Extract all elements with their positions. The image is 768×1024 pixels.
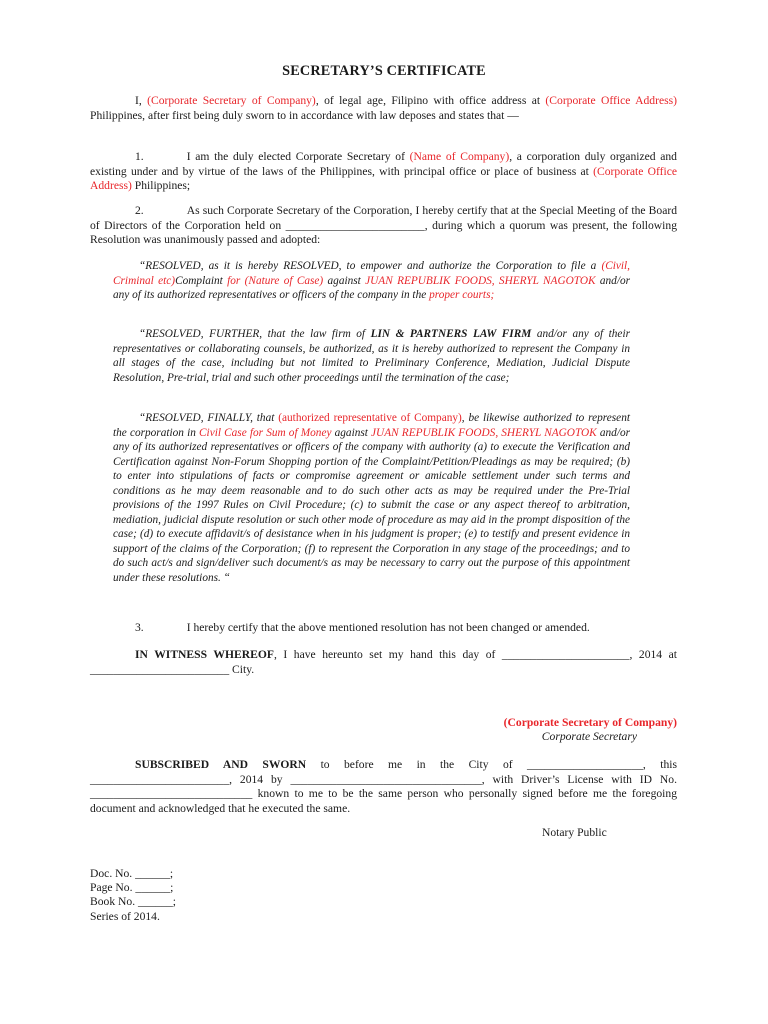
resolution-1-text-2: Complaint	[175, 274, 228, 287]
corporate-secretary-placeholder: (Corporate Secretary of Company)	[147, 94, 316, 107]
intro-text-1: I,	[135, 94, 148, 107]
signatory-name-placeholder: (Corporate Secretary of Company)	[503, 716, 677, 729]
item-3-number: 3.	[135, 621, 144, 634]
series-line: Series of 2014.	[90, 909, 160, 923]
witness-lead: IN WITNESS WHEREOF	[135, 648, 274, 661]
item-3-text: I hereby certify that the above mentioned resolution has not been changed or amended.	[186, 621, 590, 634]
item-1-number: 1.	[135, 150, 144, 163]
resolution-1-text-3: against	[323, 274, 366, 287]
courts-placeholder: proper courts;	[429, 289, 495, 301]
defendants-placeholder: JUAN REPUBLIK FOODS, SHERYL NAGOTOK	[371, 426, 597, 439]
witness-paragraph	[90, 648, 677, 677]
jurat-lead: SUBSCRIBED AND SWORN	[135, 758, 307, 771]
office-address-placeholder: (Corporate Office Address)	[90, 164, 677, 192]
company-name-placeholder: (Name of Company)	[409, 150, 510, 163]
doc-details	[90, 867, 176, 924]
item-1-text-3: Philippines;	[131, 179, 191, 192]
authorized-rep-placeholder: (authorized representative of Company)	[278, 412, 462, 424]
resolution-1-text-1: “RESOLVED, as it is hereby RESOLVED, to empower and authorize the Corporation to file a	[139, 260, 602, 272]
case-type-placeholder: (Civil, Criminal etc)	[113, 260, 630, 287]
intro-text-2: , of legal age, Filipino with office address at	[315, 94, 546, 107]
signatory-title: Corporate Secretary	[541, 730, 637, 743]
resolution-3-text-3: against	[331, 426, 372, 439]
item-1-text-2: , a corporation duly organized and existing under and by virtue of the laws of the Philippines, with principal office or place of business at	[90, 150, 677, 178]
resolution-3	[113, 411, 630, 585]
resolution-2-text-1: “RESOLVED, FURTHER, that the law firm of	[139, 328, 371, 340]
item-1-text-1: I am the duly elected Corporate Secretary of	[186, 150, 410, 163]
notary-public-label: Notary Public	[542, 826, 607, 839]
item-2-paragraph	[90, 204, 677, 248]
item-2-number: 2.	[135, 204, 144, 217]
item-1-paragraph	[90, 150, 677, 194]
page-number-line: Page No. ______;	[90, 881, 174, 895]
case-placeholder: Civil Case for Sum of Money	[199, 426, 332, 439]
resolution-3-text-4: and/or any of its authorized representatives or officers of the company with authority (a) to execute the Verification and Certification against Non-Forum Shopping portion of the Complaint/Petition/Pleadings as may be required; (b) to enter into stipulations of facts or compromise agreement or amicable settlement under such terms and conditions as he may deem reasonable and to do such other acts as may be required under the Pre-Trial provisions of the 1997 Rules on Civil Procedure; (c) to submit the case or any aspect thereof to arbitration, mediation, judicial dispute resolution or such other mode of procedure as may aid in the prompt disposition of the case; (d) to execute affidavit/s of desistance when in his judgment is proper; (e) to testify and present evidence in support of the claims of the Corporation; (f) to represent the Corporation in any stage of the proceedings; and to do such act/s and sign/deliver such document/s as may be necessary to carry out the purpose of this appointment under these resolutions. “	[113, 426, 631, 584]
defendants-placeholder: JUAN REPUBLIK FOODS, SHERYL NAGOTOK	[365, 274, 596, 287]
resolution-3-text-1: “RESOLVED, FINALLY, that	[139, 412, 279, 424]
book-number-line: Book No. ______;	[90, 895, 176, 909]
case-nature-placeholder: for (Nature of Case)	[227, 274, 324, 287]
intro-text-3: Philippines, after first being duly sworn to in accordance with law deposes and states that —	[90, 108, 519, 122]
document-title: SECRETARY’S CERTIFICATE	[282, 63, 486, 79]
resolution-3-text-2: , be likewise authorized to represent the corporation in	[113, 412, 630, 439]
resolution-1-text-4: and/or any of its authorized representatives or officers of the company in the	[113, 274, 631, 301]
law-firm-name: LIN & PARTNERS LAW FIRM	[370, 328, 532, 340]
resolution-1	[113, 259, 630, 303]
item-3-paragraph	[90, 621, 677, 636]
doc-number-line: Doc. No. ______;	[90, 867, 174, 880]
resolution-2	[113, 327, 630, 385]
witness-text: , I have hereunto set my hand this day of ______________________, 2014 at ________________________ City.	[90, 648, 677, 676]
resolution-2-text-2: and/or any of their representatives or collaborating counsels, be authorized, as it is hereby authorized to represent the Company in all stages of the case, including but not limited to Preliminary Conference, Mediation, Judicial Dispute Resolution, Pre-trial, trial and such other proceedings until the termination of the case;	[113, 328, 630, 384]
jurat-text: to before me in the City of ____________________, this ________________________, 2014 by _________________________________, with Driver’s License with ID No. ____________________________ known to me to be the same person who personally signed before me the foregoing document and acknowledged that he executed the same.	[90, 758, 677, 815]
intro-paragraph	[90, 94, 677, 123]
jurat-paragraph	[90, 758, 677, 816]
item-2-text: As such Corporate Secretary of the Corporation, I hereby certify that at the Special Meeting of the Board of Directors of the Corporation held on ________________________, during which a quorum was present, the following Resolution was unanimously passed and adopted:	[90, 204, 677, 246]
office-address-placeholder: (Corporate Office Address)	[545, 94, 677, 107]
